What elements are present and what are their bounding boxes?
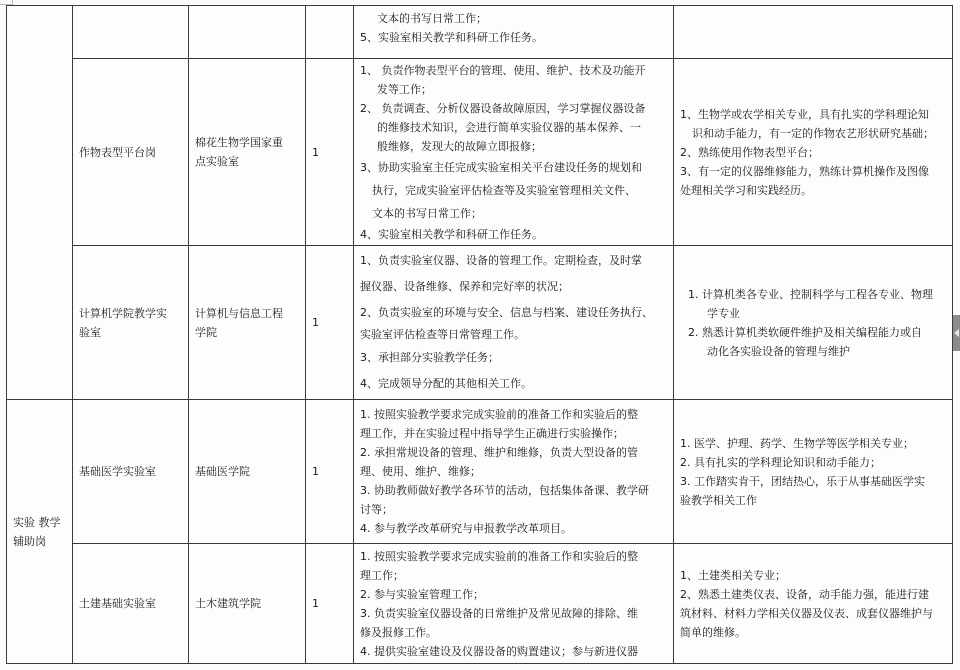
duty-line: 2、 负责调查、分析仪器设备故障原因，学习掌握仪器设备 [360,101,646,115]
job-positions-table [6,5,953,664]
duties-cell [354,544,674,664]
duty-line: 般维修，发现大的故障立即报修； [377,139,542,153]
duty-line: 理、使用、维护、维修； [360,465,481,478]
table-row [7,6,953,59]
duty-line: 1. 按照实验教学要求完成实验前的准备工作和实验后的整 [360,549,638,563]
requirement-line: 2. 具有扎实的学科理论知识和动手能力； [680,455,881,469]
table-row [7,59,953,246]
requirement-line: 验教学相关工作 [680,493,757,507]
position-name: 土建基础实验室 [79,597,156,610]
table-row [7,246,953,400]
department-line: 点实验室 [195,155,239,168]
duty-line: 执行，完成实验室评估检查等及实验室管理相关文件、 [372,183,636,197]
requirement-line: 1. 计算机类各专业、控制科学与工程各专业、物理 [688,287,933,301]
duty-line: 4、实验室相关教学和科研工作任务。 [360,227,543,241]
position-cell [73,6,189,59]
position-cell [73,400,189,544]
requirement-line: 识和动手能力，有一定的作物农艺形状研究基础； [692,126,934,140]
category-cell [7,6,73,400]
count-cell [306,544,354,664]
duty-line: 讨等； [360,503,393,516]
requirement-line: 3、有一定的仪器维修能力，熟练计算机操作及图像 [680,164,929,178]
duties-cell [354,6,674,59]
department-line: 学院 [195,325,217,339]
department-cell [189,6,306,59]
duty-line: 文本的书写日常工作； [377,12,487,25]
category-line: 实验 教学 [13,515,61,529]
requirement-line: 学专业 [707,306,740,320]
department-name: 土木建筑学院 [195,597,261,610]
count-cell [306,6,354,59]
position-name: 基础医学实验室 [79,465,156,478]
headcount: 1 [312,145,319,159]
position-line: 计算机学院教学实 [79,306,167,320]
department-cell [189,544,306,664]
category-cell [7,400,73,664]
duty-line: 1、负责实验室仪器、设备的管理工作。定期检查，及时掌 [360,254,642,267]
duty-line: 3、协助实验室主任完成实验室相关平台建设任务的规划和 [360,160,642,174]
table-row [7,544,953,664]
requirement-line: 动化各实验设备的管理与维护 [707,344,850,358]
position-line: 验室 [79,325,101,339]
duty-line: 4. 提供实验室建设及仪器设备的购置建议；参与新进仪器 [360,644,638,658]
department-cell [189,59,306,246]
requirement-line: 简单的维修。 [680,625,746,639]
count-cell [306,400,354,544]
duty-line: 文本的书写日常工作； [372,206,482,220]
position-name: 作物表型平台岗 [79,145,156,159]
position-cell [73,246,189,400]
headcount: 1 [312,465,319,478]
table-row [7,400,953,544]
duty-line: 实验室评估检查等日常管理工作。 [360,328,525,341]
duty-line: 3. 协助教师做好教学各环节的活动，包括集体备课、教学研 [360,484,649,497]
count-cell [306,59,354,246]
requirements-cell [674,6,953,59]
requirement-line: 筑材料、材料力学相关仪器及仪表、成套仪器维护与 [680,606,933,620]
requirements-cell [674,544,953,664]
duty-line: 修及报修工作。 [360,625,437,639]
count-cell [306,246,354,400]
requirement-line: 2、熟练使用作物表型平台； [680,145,819,159]
duty-line: 理工作； [360,568,404,582]
duty-line: 2. 承担常规设备的管理、维护和维修，负责大型设备的管 [360,446,638,459]
duties-cell [354,246,674,400]
duty-line: 的维修技术知识，会进行简单实验仪器的基本保养、一 [377,120,641,134]
position-cell [73,59,189,246]
department-cell [189,400,306,544]
requirement-line: 2. 熟悉计算机类软硬件维护及相关编程能力或自 [688,325,922,339]
duty-line: 理工作，并在实验过程中指导学生正确进行实验操作； [360,427,624,440]
category-line: 辅助岗 [13,534,46,548]
side-panel-toggle[interactable] [953,315,960,351]
duty-line: 4、完成领导分配的其他相关工作。 [360,377,532,390]
duty-line: 1、 负责作物表型平台的管理、使用、维护、技术及功能开 [360,63,646,77]
requirements-cell [674,59,953,246]
duty-line: 2. 参与实验室管理工作； [360,587,484,601]
duty-line: 1. 按照实验教学要求完成实验前的准备工作和实验后的整 [360,408,638,421]
department-line: 计算机与信息工程 [195,306,283,320]
department-name: 基础医学院 [195,465,250,478]
duty-line: 3. 负责实验室仪器设备的日常维护及常见故障的排除、维 [360,606,638,620]
duty-line: 4. 参与教学改革研究与申报教学改革项目。 [360,522,572,535]
duty-line: 发等工作； [377,82,432,96]
position-cell [73,544,189,664]
department-line: 棉花生物学国家重 [195,136,283,149]
requirements-cell [674,400,953,544]
requirement-line: 3. 工作踏实肯干，团结热心，乐于从事基础医学实 [680,474,925,488]
requirement-line: 1、土建类相关专业； [680,568,786,582]
duties-cell [354,59,674,246]
requirement-line: 处理相关学习和实践经历。 [680,183,812,197]
requirements-cell [674,246,953,400]
duty-line: 握仪器、设备维修、保养和完好率的状况； [360,280,569,293]
duties-cell [354,400,674,544]
requirement-line: 2、熟悉土建类仪表、设备，动手能力强，能进行建 [680,587,929,601]
headcount: 1 [312,597,319,610]
requirement-line: 1、生物学或农学相关专业，具有扎实的学科理论知 [680,107,929,121]
headcount: 1 [312,316,319,329]
duty-line: 5、实验室相关教学和科研工作任务。 [360,31,543,44]
duty-line: 2、负责实验室的环境与安全、信息与档案、建设任务执行、 [360,306,653,319]
requirement-line: 1. 医学、护理、药学、生物学等医学相关专业； [680,436,914,450]
department-cell [189,246,306,400]
duty-line: 3、承担部分实验教学任务； [360,351,499,364]
